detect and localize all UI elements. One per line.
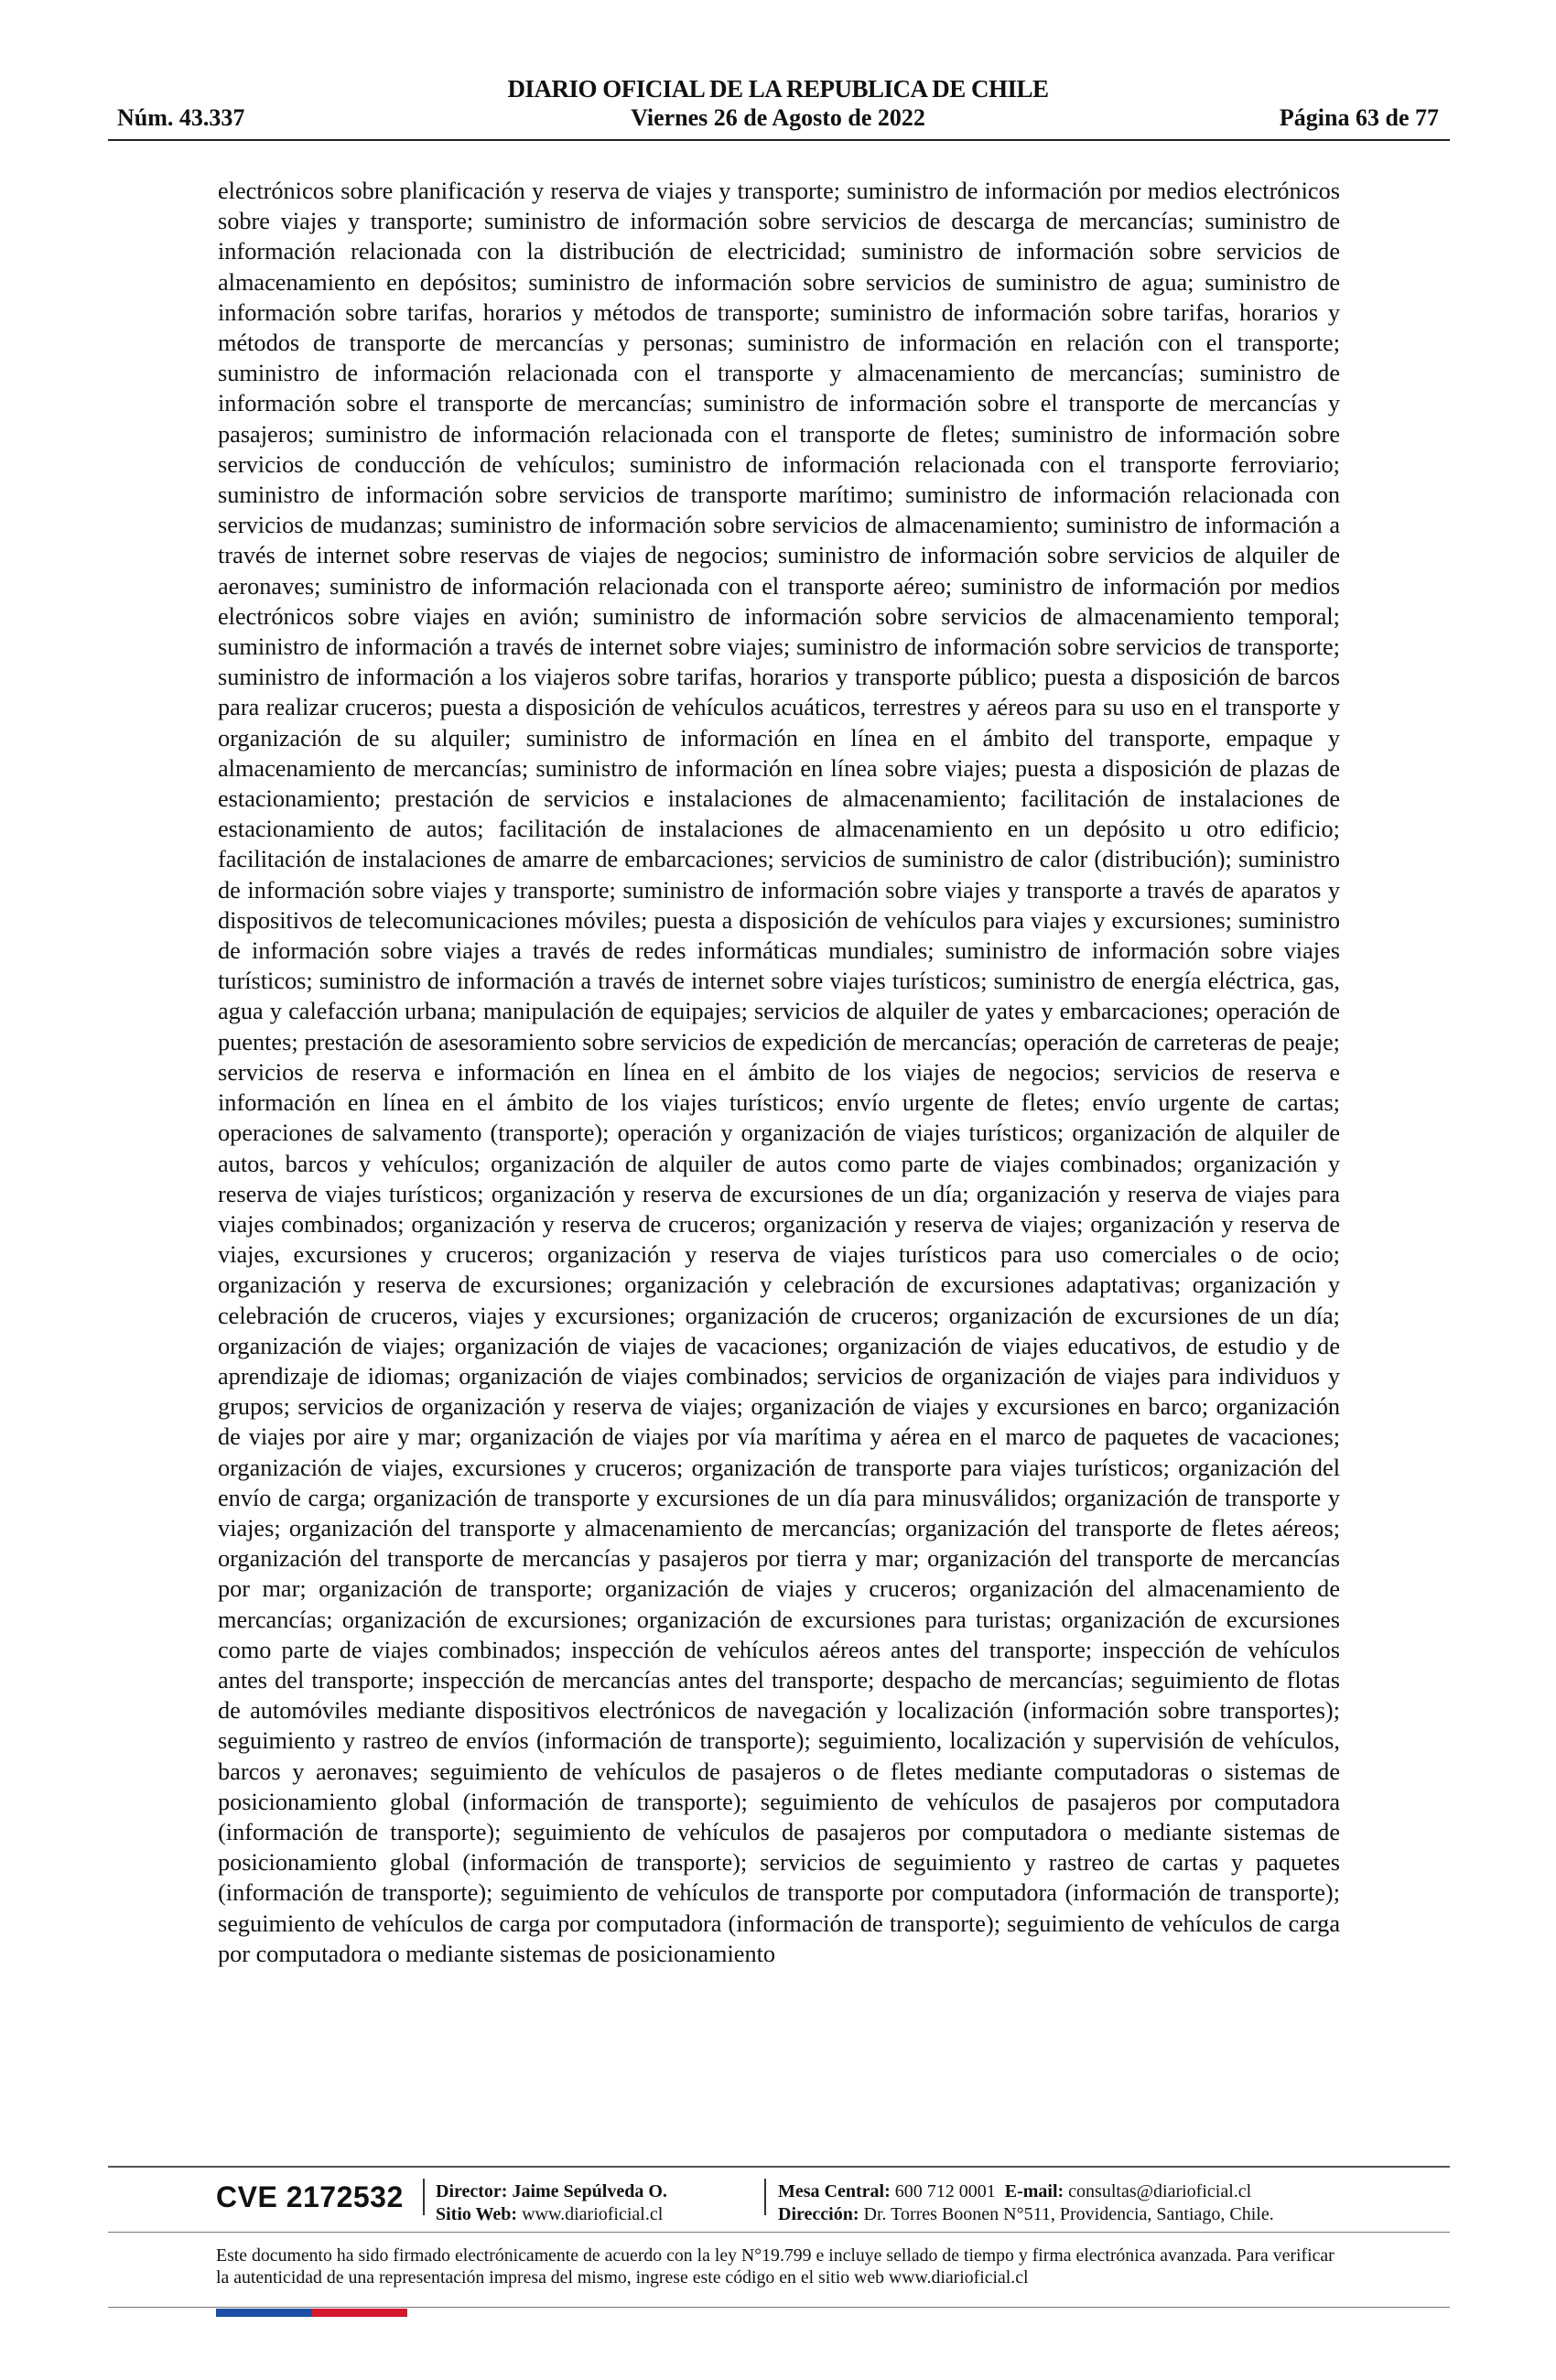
footer-divider-bottom — [108, 2307, 1450, 2308]
phone-label: Mesa Central: — [778, 2181, 891, 2202]
flag-stripe-red — [312, 2309, 407, 2317]
body-paragraph: electrónicos sobre planificación y reserva de viajes y transporte; suministro de información por medios electrónicos sobre viajes y transporte; suministro de información sobre servicios de descarga de mercancías; suministro de información relacionada con la distribución de electricidad; suministro de información sobre servicios de almacenamiento en depósitos; suministro de información sobre servicios de suministro de agua; suministro de información sobre tarifas, horarios y métodos de transporte; suministro de información sobre tarifas, horarios y métodos de transporte de mercancías y personas; suministro de información en relación con el transporte; suministro de información relacionada con el transporte y almacenamiento de mercancías; suministro de información sobre el transporte de mercancías; suministro de información sobre el transporte de mercancías y pasajeros; suministro de información relacionada con el transporte de fletes; suministro de información sobre servicios de conducción de vehículos; suministro de información relacionada con el transporte ferroviario; suministro de información sobre servicios de transporte marítimo; suministro de información relacionada con servicios de mudanzas; suministro de información sobre servicios de almacenamiento; suministro de información a través de internet sobre reservas de viajes de negocios; suministro de información sobre servicios de alquiler de aeronaves; suministro de información relacionada con el transporte aéreo; suministro de información por medios electrónicos sobre viajes en avión; suministro de información sobre servicios de almacenamiento temporal; suministro de información a través de internet sobre viajes; suministro de información sobre servicios de transporte; suministro de información a los viajeros sobre tarifas, horarios y transporte público; puesta a disposición de barcos para realizar cruceros; puesta a disposición de vehículos acuáticos, terrestres y aéreos para su uso en el transporte y organización de su alquiler; suministro de información en línea en el ámbito del transporte, empaque y almacenamiento de mercancías; suministro de información en línea sobre viajes; puesta a disposición de plazas de estacionamiento; prestación de servicios e instalaciones de almacenamiento; facilitación de instalaciones de estacionamiento de autos; facilitación de instalaciones de almacenamiento en un depósito u otro edificio; facilitación de instalaciones de amarre de embarcaciones; servicios de suministro de calor (distribución); suministro de información sobre viajes y transporte; suministro de información sobre viajes y transporte a través de aparatos y dispositivos de telecomunicaciones móviles; puesta a disposición de vehículos para viajes y excursiones; suministro de información sobre viajes a través de redes informáticas mundiales; suministro de información sobre viajes turísticos; suministro de información a través de internet sobre viajes turísticos; suministro de energía eléctrica, gas, agua y calefacción urbana; manipulación de equipajes; servicios de alquiler de yates y embarcaciones; operación de puentes; prestación de asesoramiento sobre servicios de expedición de mercancías; operación de carreteras de peaje; servicios de reserva e información en línea en el ámbito de los viajes de negocios; servicios de reserva e información en línea en el ámbito de los viajes turísticos; envío urgente de fletes; envío urgente de cartas; operaciones de salvamento (transporte); operación y organización de viajes turísticos; organización de alquiler de autos, barcos y vehículos; organización de alquiler de autos como parte de viajes combinados; organización y reserva de viajes turísticos; organización y reserva de excursiones de un día; organización y reserva de viajes para viajes combinados; organización y reserva de cruceros; organización y reserva de viajes; organización y reserva de viajes, excursiones y cruceros; organización y reserva de viajes turísticos para uso comerciales o de ocio; organización y reserva de excursiones; organización y celebración de excursiones adaptativas; organización y celebración de cruceros, viajes y excursiones; organización de cruceros; organización de excursiones de un día; organización de viajes; organización de viajes de vacaciones; organización de viajes educativos, de estudio y de aprendizaje de idiomas; organización de viajes combinados; servicios de organización de viajes para individuos y grupos; servicios de organización y reserva de viajes; organización de viajes y excursiones en barco; organización de viajes por aire y mar; organización de viajes por vía marítima y aérea en el marco de paquetes de vacaciones; organización de viajes, excursiones y cruceros; organización de transporte para viajes turísticos; organización del envío de carga; organización de transporte y excursiones de un día para minusválidos; organización de transporte y viajes; organización del transporte y almacenamiento de mercancías; organización del transporte de fletes aéreos; organización del transporte de mercancías y pasajeros por tierra y mar; organización del transporte de mercancías por mar; organización de transporte; organización de viajes y cruceros; organización del almacenamiento de mercancías; organización de excursiones; organización de excursiones para turistas; organización de excursiones como parte de viajes combinados; inspección de vehículos aéreos antes del transporte; inspección de vehículos antes del transporte; inspección de mercancías antes del transporte; despacho de mercancías; seguimiento de flotas de automóviles mediante dispositivos electrónicos de navegación y localización (información sobre transportes); seguimiento y rastreo de envíos (información de transporte); seguimiento, localización y supervisión de vehículos, barcos y aeronaves; seguimiento de vehículos de pasajeros o de fletes mediante computadoras o sistemas de posicionamiento global (información de transporte); seguimiento de vehículos de pasajeros por computadora (información de transporte); seguimiento de vehículos de pasajeros por computadora o mediante sistemas de posicionamiento global (información de transporte); servicios de seguimiento y rastreo de cartas y paquetes (información de transporte); seguimiento de vehículos de transporte por computadora (información de transporte); seguimiento de vehículos de carga por computadora (información de transporte); seguimiento de vehículos de carga por computadora o mediante sistemas de posicionamiento — [218, 178, 1340, 1967]
address-text: Dr. Torres Boonen N°511, Providencia, Santiago, Chile. — [863, 2204, 1274, 2224]
footer-separator — [423, 2179, 425, 2215]
footer-contact-block — [778, 2180, 1274, 2226]
issue-date: Viernes 26 de Agosto de 2022 — [631, 104, 925, 131]
footer-separator — [764, 2179, 766, 2215]
header-divider — [108, 139, 1450, 141]
footer-director-block — [436, 2180, 667, 2226]
phone-number: 600 712 0001 — [894, 2181, 996, 2202]
email-label: E-mail: — [1004, 2181, 1064, 2202]
footer-divider-top — [108, 2166, 1450, 2168]
flag-stripe-blue — [216, 2309, 312, 2317]
footer-divider-middle — [108, 2232, 1450, 2233]
cve-code: CVE 2172532 — [216, 2180, 404, 2213]
page-number: Página 63 de 77 — [1279, 104, 1439, 131]
page-header — [110, 75, 1446, 139]
director-label: Director: — [436, 2181, 508, 2202]
legal-notice: Este documento ha sido firmado electrónicamente de acuerdo con la ley N°19.799 e incluye sellado de tiempo y firma electrónica avanzada. Para verificar la autenticidad de una representación impresa del mismo, ingrese este código en el sitio web www.diarioficial.cl — [216, 2245, 1334, 2288]
email-link[interactable]: consultas@diarioficial.cl — [1068, 2181, 1252, 2202]
publication-title: DIARIO OFICIAL DE LA REPUBLICA DE CHILE — [507, 75, 1049, 103]
website-label: Sitio Web: — [436, 2204, 518, 2224]
website-link[interactable]: www.diarioficial.cl — [522, 2204, 664, 2224]
director-name: Jaime Sepúlveda O. — [512, 2181, 667, 2202]
issue-number: Núm. 43.337 — [117, 104, 245, 131]
address-label: Dirección: — [778, 2204, 859, 2224]
